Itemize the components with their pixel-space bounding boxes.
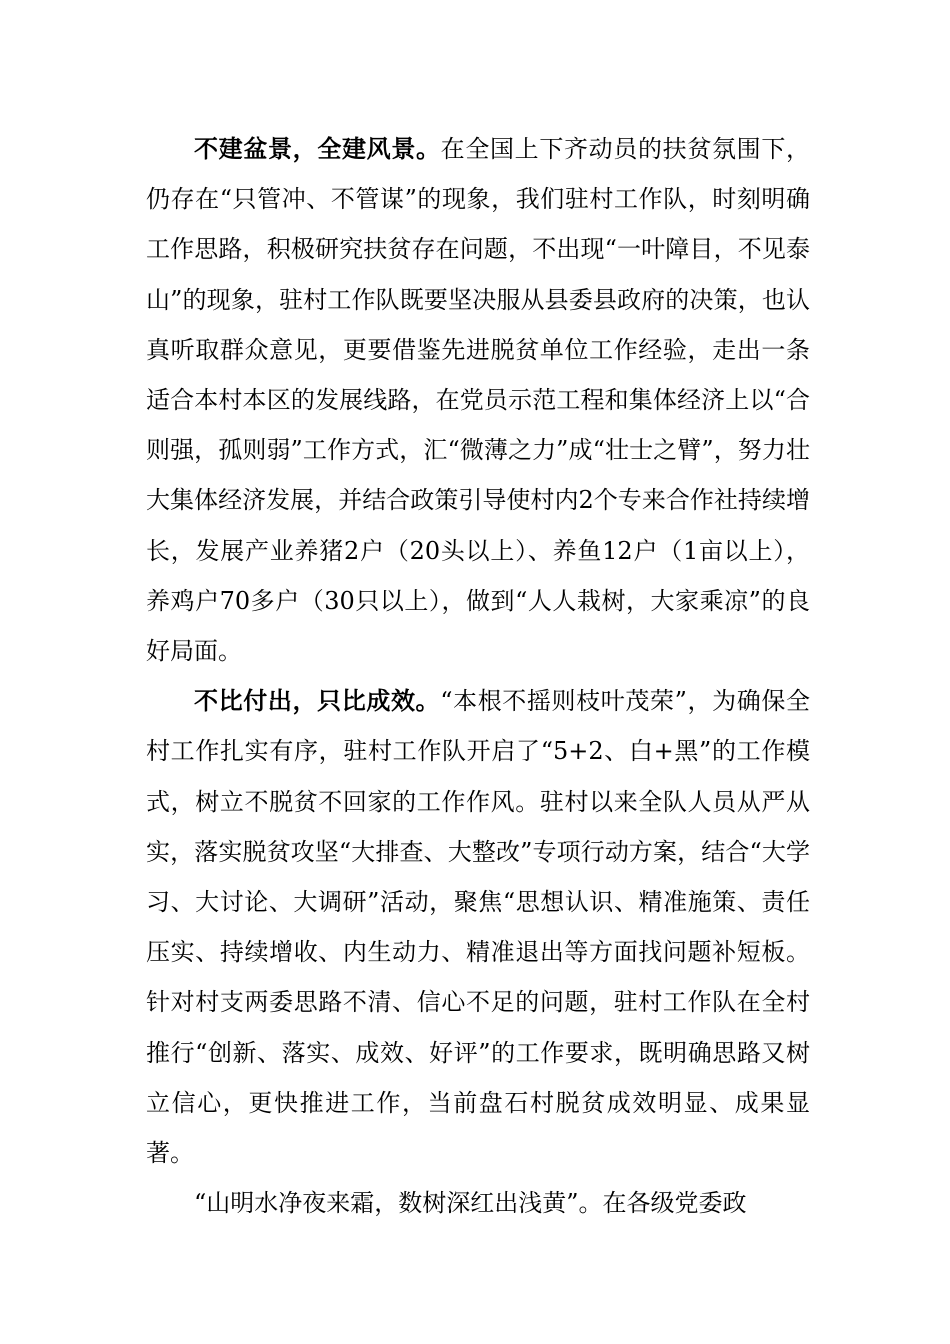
paragraph-1-lead: 不建盆景，全建风景。 [194,134,441,163]
paragraph-3 [146,1178,810,1228]
paragraph-2 [146,676,810,1178]
paragraph-1-text: 在全国上下齐动员的扶贫氛围下，仍存在“只管冲、不管谋”的现象，我们驻村工作队，时刻明确工作思路，积极研究扶贫存在问题，不出现“一叶障目，不见泰山”的现象，驻村工作队既要坚决服从县委县政府的决策，也认真听取群众意见，更要借鉴先进脱贫单位工作经验，走出一条适合本村本区的发展线路，在党员示范工程和集体经济上以“合则强，孤则弱”工作方式，汇“微薄之力”成“壮士之臂”，努力壮大集体经济发展，并结合政策引导使村内2个专来合作社持续增长，发展产业养猪2户（20头以上）、养鱼12户（1亩以上），养鸡户70多户（30只以上），做到“人人栽树，大家乘凉”的良好局面。 [146,135,811,666]
paragraph-1 [146,124,810,676]
paragraph-3-text: “山明水净夜来霜，数树深红出浅黄”。在各级党委政 [194,1189,747,1218]
document-body [146,124,810,1228]
paragraph-2-text: “本根不摇则枝叶茂荣”，为确保全村工作扎实有序，驻村工作队开启了“5+2、白+黑”的工作模式，树立不脱贫不回家的工作作风。驻村以来全队人员从严从实，落实脱贫攻坚“大排查、大整改”专项行动方案，结合“大学习、大讨论、大调研”活动，聚焦“思想认识、精准施策、责任压实、持续增收、内生动力、精准退出等方面找问题补短板。针对村支两委思路不清、信心不足的问题，驻村工作队在全村推行“创新、落实、成效、好评”的工作要求，既明确思路又树立信心，更快推进工作，当前盘石村脱贫成效明显、成果显著。 [146,687,810,1168]
paragraph-2-lead: 不比付出，只比成效。 [194,686,441,716]
